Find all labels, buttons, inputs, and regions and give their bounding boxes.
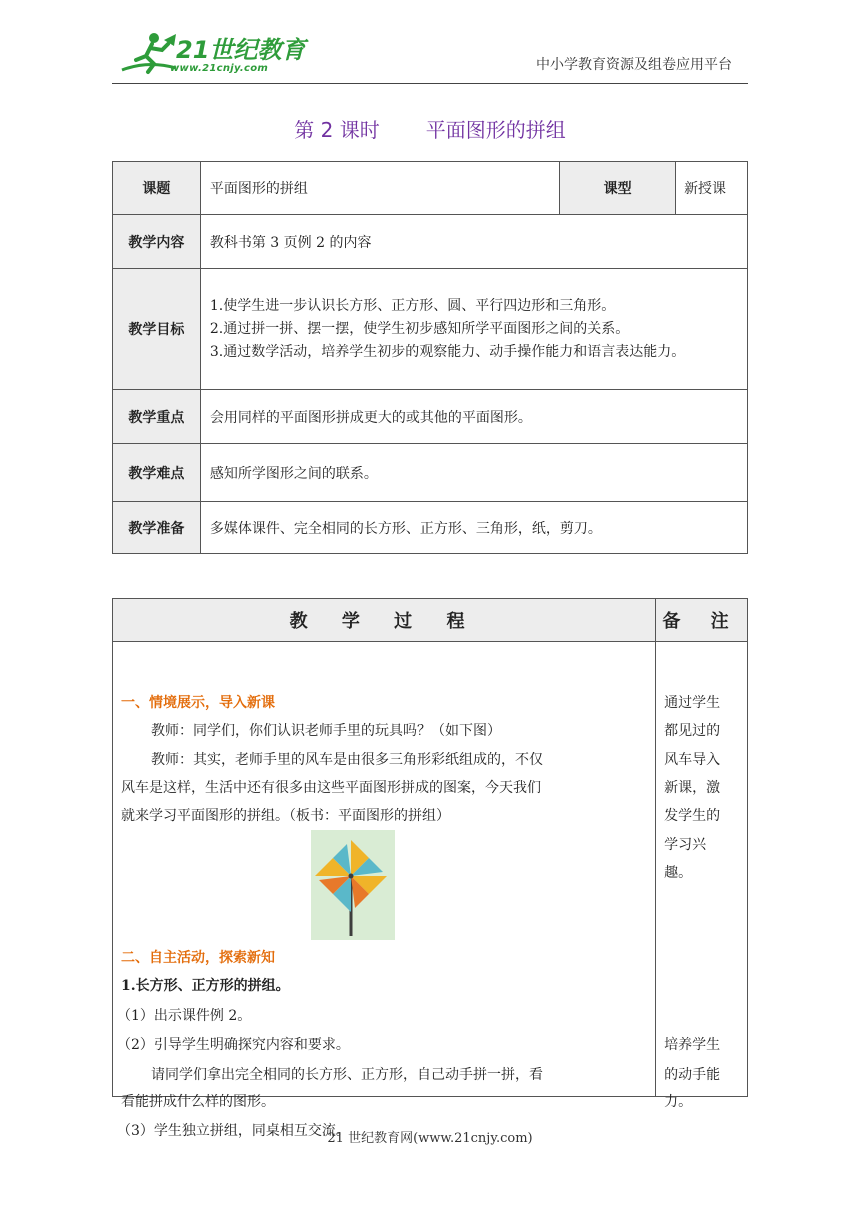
type-value: 新授课 [676,162,748,215]
note-line: 风车导入 [664,752,721,768]
paragraph-3-line-2: 看能拼成什么样的图形。 [121,1094,275,1110]
header-divider [112,83,748,84]
svg-text:21世纪教育: 21世纪教育 [176,36,306,64]
lesson-number: 第 2 课时 [294,118,380,142]
paragraph-2-line-1: 教师：其实，老师手里的风车是由很多三角形彩纸组成的，不仅 [151,752,543,768]
paragraph-2-line-2: 风车是这样，生活中还有很多由这些平面图形拼成的图案，今天我们 [121,780,541,796]
subsection-title: 1.长方形、正方形的拼组。 [121,978,290,994]
content-value: 教科书第 3 页例 2 的内容 [200,215,747,269]
row-key [113,390,748,444]
difficulty-value: 感知所学图形之间的联系。 [200,444,747,502]
goal-item: 1.使学生进一步认识长方形、正方形、圆、平行四边形和三角形。 [209,297,616,314]
difficulty-label: 教学难点 [113,444,201,502]
section-title-1: 一、情境展示，导入新课 [121,695,275,711]
row-content [113,215,748,269]
lesson-topic: 平面图形的拼组 [425,118,566,142]
note-line: 力。 [664,1094,693,1110]
type-label: 课型 [560,162,676,215]
prep-value: 多媒体课件、完全相同的长方形、正方形、三角形，纸，剪刀。 [200,502,747,554]
goals-list [202,289,746,370]
logo-url: www.21cnjy.com [170,63,269,74]
paragraph-3-line-1: 请同学们拿出完全相同的长方形、正方形，自己动手拼一拼，看 [151,1067,543,1083]
note-line: 新课，激 [664,780,721,796]
step-2: （2）引导学生明确探究内容和要求。 [117,1037,350,1053]
process-header: 教 学 过 程 [113,599,656,642]
prep-label: 教学准备 [113,502,201,554]
row-topic [113,162,748,215]
topic-label: 课题 [113,162,201,215]
page-footer: 21 世纪教育网(www.21cnjy.com) [327,1131,533,1146]
key-label: 教学重点 [113,390,201,444]
note-line: 趣。 [664,865,693,881]
note-line: 培养学生 [664,1037,721,1053]
goal-item: 3.通过数学活动，培养学生初步的观察能力、动手操作能力和语言表达能力。 [209,343,686,360]
content-label: 教学内容 [113,215,201,269]
goals-label: 教学目标 [113,269,201,390]
step-3: （3）学生独立拼组，同桌相互交流。 [117,1123,350,1139]
topic-value: 平面图形的拼组 [200,162,559,215]
notes-header: 备 注 [656,599,748,642]
row-difficulty [113,444,748,502]
note-line: 的动手能 [664,1067,721,1083]
note-line: 通过学生 [664,695,721,711]
paragraph-2-line-3: 就来学习平面图形的拼组。（板书：平面图形的拼组） [121,808,450,824]
notes-body [656,642,748,1110]
goal-item: 2.通过拼一拼、摆一摆，使学生初步感知所学平面图形之间的关系。 [209,320,630,337]
paragraph-1: 教师：同学们，你们认识老师手里的玩具吗？（如下图） [151,723,501,739]
row-prep [113,502,748,554]
section-title-2: 二、自主活动，探索新知 [121,950,275,966]
note-line: 都见过的 [664,723,721,739]
note-line: 学习兴 [664,837,707,853]
note-line: 发学生的 [664,808,721,824]
page-header [0,0,860,90]
goals-value [200,269,747,390]
lesson-info-table [112,161,748,554]
platform-name: 中小学教育资源及组卷应用平台 [536,57,732,73]
page-title [0,114,860,143]
pinwheel-image [311,830,395,940]
row-goals [113,269,748,390]
key-value: 会用同样的平面图形拼成更大的或其他的平面图形。 [200,390,747,444]
step-1: （1）出示课件例 2。 [117,1008,252,1024]
